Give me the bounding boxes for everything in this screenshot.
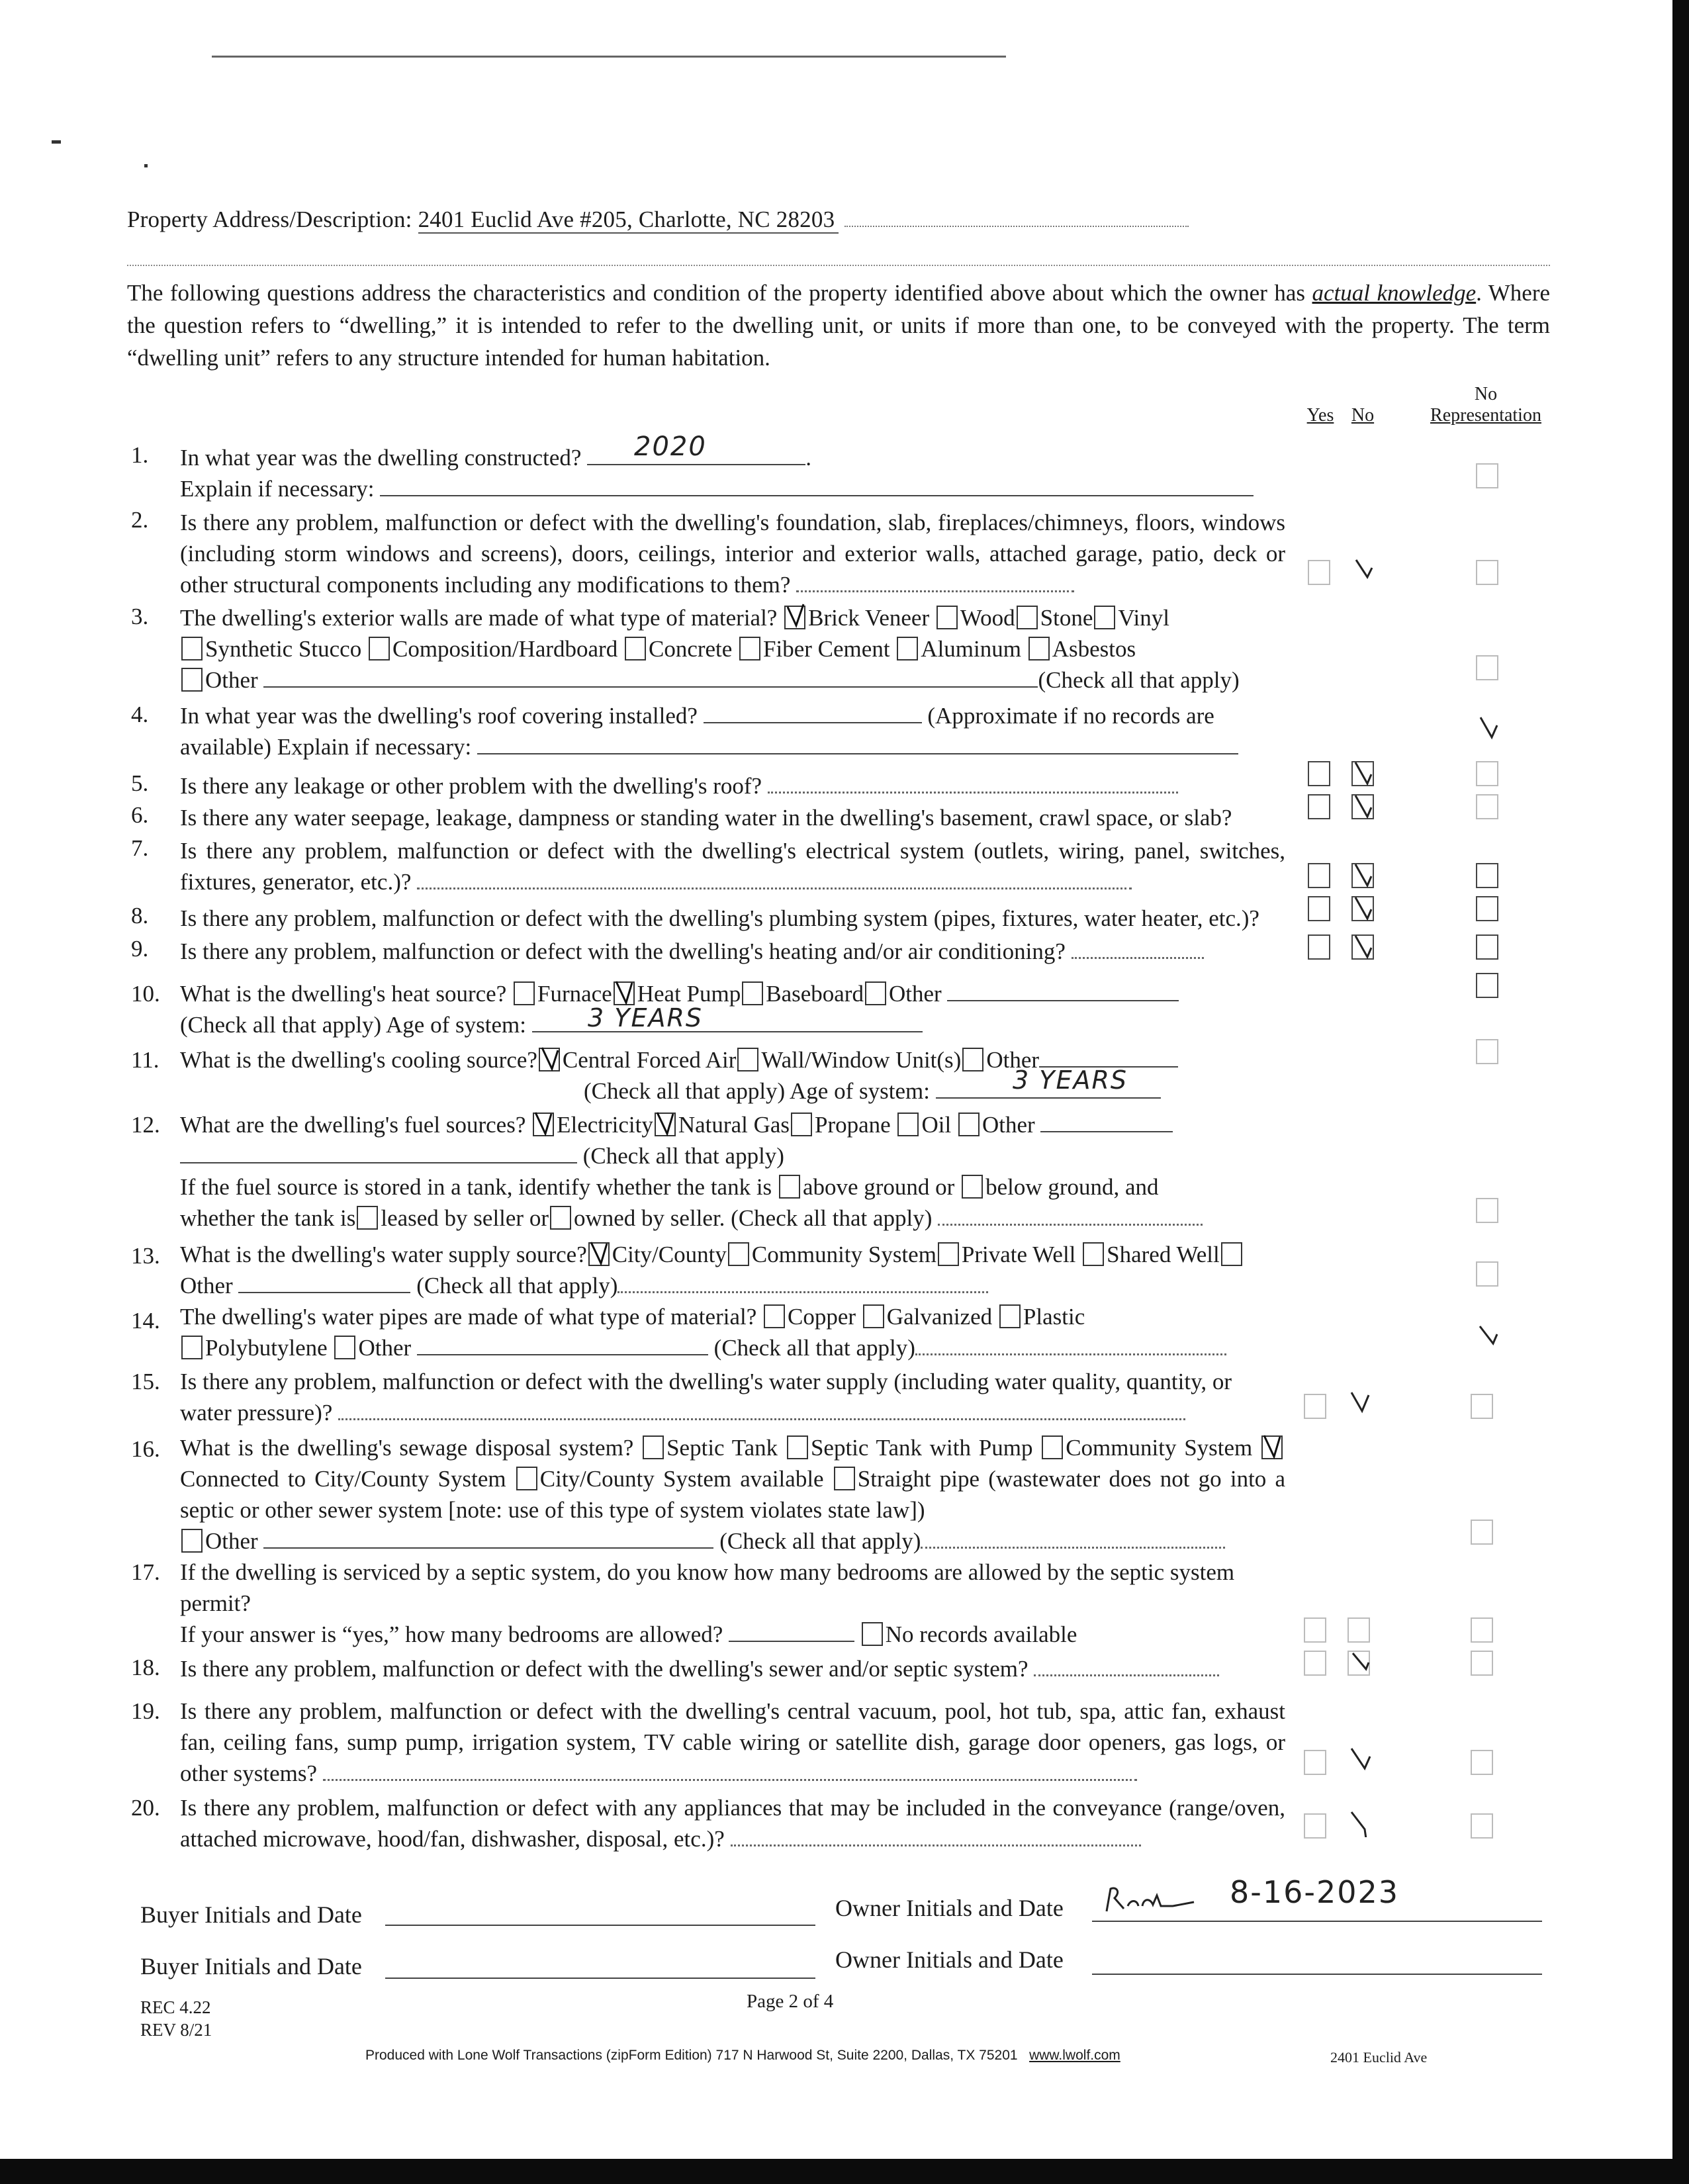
owner-initials-label-2: Owner Initials and Date xyxy=(835,1946,1064,1973)
q4-explain-field[interactable] xyxy=(477,733,1238,754)
q1-handwritten-year: 2020 xyxy=(634,432,707,462)
q7-norep-checkbox[interactable] xyxy=(1476,863,1498,888)
q14-norep-checkbox[interactable] xyxy=(1476,1324,1498,1349)
q14-question: The dwelling's water pipes are made of what type of material? xyxy=(180,1304,757,1330)
q5-number: 5. xyxy=(131,770,149,796)
q12-tank-below: below ground, and xyxy=(985,1174,1159,1200)
q4-year-field[interactable] xyxy=(704,702,922,723)
q8-text xyxy=(180,903,1285,934)
q12-question: What are the dwelling's fuel sources? xyxy=(180,1112,526,1138)
q19-norep-checkbox[interactable] xyxy=(1471,1750,1493,1775)
q2-norep-checkbox[interactable] xyxy=(1476,560,1498,585)
q9-text xyxy=(180,936,1285,967)
q14-opt-poly: Polybutylene xyxy=(205,1335,328,1361)
q13-well-checkbox[interactable] xyxy=(938,1242,959,1266)
property-address xyxy=(127,206,1189,233)
q5-norep-checkbox[interactable] xyxy=(1476,761,1498,786)
q3-fiber-checkbox[interactable] xyxy=(739,637,760,660)
q13-opt-other: Other xyxy=(180,1273,233,1298)
q18-number: 18. xyxy=(131,1655,160,1680)
q4-norep-checkbox[interactable] xyxy=(1476,716,1498,741)
q3-stucco-checkbox[interactable] xyxy=(181,637,203,660)
q3-other-field[interactable] xyxy=(263,666,1038,688)
q10-heatpump-checkbox[interactable] xyxy=(614,981,635,1005)
q14-opt-copper: Copper xyxy=(788,1304,856,1330)
q16-opt-septic: Septic Tank xyxy=(666,1435,778,1461)
q2-text xyxy=(180,507,1285,600)
q13-other-field[interactable] xyxy=(238,1272,410,1293)
q15-dots xyxy=(338,1418,1185,1420)
scan-speck xyxy=(52,140,61,144)
q13-opt-well: Private Well xyxy=(961,1242,1076,1267)
q15-yes-checkbox[interactable] xyxy=(1304,1394,1326,1419)
q20-norep-checkbox[interactable] xyxy=(1471,1813,1493,1839)
q4-text xyxy=(180,700,1285,762)
q12-tank-text2: whether the tank is xyxy=(180,1205,356,1231)
q3-opt-hardboard: Composition/Hardboard xyxy=(392,636,618,662)
q17-bedrooms-field[interactable] xyxy=(729,1621,854,1642)
q12-other-checkbox[interactable] xyxy=(958,1113,980,1136)
q12-other-field[interactable] xyxy=(1040,1111,1173,1132)
q3-check-all: (Check all that apply) xyxy=(1038,667,1240,693)
q14-plastic-checkbox[interactable] xyxy=(999,1304,1021,1328)
q15-text xyxy=(180,1366,1285,1428)
q15-number: 15. xyxy=(131,1369,160,1394)
q3-concrete-checkbox[interactable] xyxy=(625,637,646,660)
q10-question: What is the dwelling's heat source? xyxy=(180,981,507,1007)
q16-septic-checkbox[interactable] xyxy=(643,1435,664,1459)
q16-available-checkbox[interactable] xyxy=(516,1467,537,1490)
q6-yes-checkbox[interactable] xyxy=(1308,794,1330,819)
q10-baseboard-checkbox[interactable] xyxy=(742,981,763,1005)
q14-opt-other: Other xyxy=(358,1335,412,1361)
q3-number: 3. xyxy=(131,604,149,629)
q10-opt-furnace: Furnace xyxy=(537,981,612,1007)
q15-norep-checkbox[interactable] xyxy=(1471,1394,1493,1419)
q14-number: 14. xyxy=(131,1308,160,1334)
q16-opt-septicpump: Septic Tank with Pump xyxy=(810,1435,1033,1461)
q11-age-label: Age of system: xyxy=(790,1078,930,1104)
q19-text xyxy=(180,1696,1285,1789)
q18-no-checkbox[interactable] xyxy=(1347,1651,1370,1676)
q14-text xyxy=(180,1301,1285,1363)
q16-other-field[interactable] xyxy=(263,1527,713,1549)
q3-hardboard-checkbox[interactable] xyxy=(369,637,390,660)
q13-dots xyxy=(617,1291,988,1293)
q11-window-checkbox[interactable] xyxy=(737,1048,758,1071)
q9-dots xyxy=(1072,957,1204,959)
q16-question: What is the dwelling's sewage disposal system? xyxy=(180,1435,634,1461)
q3-opt-other: Other xyxy=(205,667,258,693)
q16-connected-checkbox[interactable] xyxy=(1261,1435,1283,1459)
q12-oil-checkbox[interactable] xyxy=(897,1113,919,1136)
q13-opt-shared: Shared Well xyxy=(1107,1242,1220,1267)
footer-url[interactable]: www.lwolf.com xyxy=(1029,2048,1120,2063)
q14-other-field[interactable] xyxy=(417,1334,708,1355)
q15-question: Is there any problem, malfunction or defect with the dwelling's water supply (including water quality, quantity, or water pressure)? xyxy=(180,1369,1232,1426)
q16-number: 16. xyxy=(131,1436,160,1462)
q17-yes-checkbox[interactable] xyxy=(1304,1617,1326,1643)
q8-no-checkbox[interactable] xyxy=(1351,896,1374,921)
q19-no-checkbox[interactable] xyxy=(1347,1747,1370,1772)
q17-sub: If your answer is “yes,” how many bedrooms are allowed? xyxy=(180,1621,723,1647)
q13-opt-community: Community System xyxy=(751,1242,936,1267)
q12-propane-checkbox[interactable] xyxy=(791,1113,812,1136)
scan-border-bottom xyxy=(0,2159,1689,2184)
q17-norep-checkbox[interactable] xyxy=(1471,1617,1493,1643)
q11-number: 11. xyxy=(131,1047,160,1073)
col-header-yes: Yes xyxy=(1306,405,1334,426)
q18-dots xyxy=(1034,1674,1219,1676)
buyer-initials-field-2[interactable] xyxy=(385,1976,815,1979)
q12-tank-text1: If the fuel source is stored in a tank, identify whether the tank is xyxy=(180,1174,772,1200)
q3-opt-aluminum: Aluminum xyxy=(921,636,1021,662)
q14-check-all: (Check all that apply) xyxy=(713,1335,915,1361)
q12-opt-oil: Oil xyxy=(921,1112,952,1138)
q10-norep-checkbox[interactable] xyxy=(1476,973,1498,998)
q7-number: 7. xyxy=(131,835,149,861)
owner-initials-field-2[interactable] xyxy=(1092,1972,1542,1975)
q20-yes-checkbox[interactable] xyxy=(1304,1813,1326,1839)
q17-no-checkbox[interactable] xyxy=(1347,1617,1370,1643)
q1-explain-label: Explain if necessary: xyxy=(180,476,375,502)
q19-yes-checkbox[interactable] xyxy=(1304,1750,1326,1775)
q11-other-field[interactable] xyxy=(1039,1046,1178,1068)
q14-opt-galvanized: Galvanized xyxy=(886,1304,993,1330)
q12-below-checkbox[interactable] xyxy=(962,1175,983,1199)
q9-question: Is there any problem, malfunction or defect with the dwelling's heating and/or air conditioning? xyxy=(180,938,1066,964)
q14-galvanized-checkbox[interactable] xyxy=(863,1304,884,1328)
q4-number: 4. xyxy=(131,702,149,727)
page-number: Page 2 of 4 xyxy=(747,1991,834,2012)
q18-question: Is there any problem, malfunction or defect with the dwelling's sewer and/or septic system? xyxy=(180,1656,1028,1682)
q12-opt-electricity: Electricity xyxy=(557,1112,653,1138)
q20-text xyxy=(180,1792,1285,1854)
q10-number: 10. xyxy=(131,981,160,1007)
buyer-initials-label-2: Buyer Initials and Date xyxy=(140,1953,362,1979)
q20-no-checkbox[interactable] xyxy=(1347,1811,1370,1836)
q8-question: Is there any problem, malfunction or defect with the dwelling's plumbing system (pipes, fixtures, water heater, etc.)? xyxy=(180,905,1259,931)
q12-electricity-checkbox[interactable] xyxy=(533,1113,554,1136)
q2-number: 2. xyxy=(131,507,149,533)
scan-border-right xyxy=(1672,0,1689,2184)
q20-number: 20. xyxy=(131,1795,160,1821)
property-address-value[interactable]: 2401 Euclid Ave #205, Charlotte, NC 28203 xyxy=(418,206,839,234)
q12-tank-leased: leased by seller or xyxy=(381,1205,549,1231)
property-address-label: Property Address/Description: xyxy=(127,206,412,232)
q18-text xyxy=(180,1653,1285,1684)
q19-dots xyxy=(323,1779,1137,1781)
q3-asbestos-checkbox[interactable] xyxy=(1028,637,1050,660)
q4-question: In what year was the dwelling's roof covering installed? xyxy=(180,703,698,729)
q3-aluminum-checkbox[interactable] xyxy=(897,637,918,660)
q2-dots xyxy=(796,590,1074,592)
q9-no-checkbox[interactable] xyxy=(1351,934,1374,960)
q6-question: Is there any water seepage, leakage, dampness or standing water in the dwelling's basement, crawl space, or slab? xyxy=(180,805,1232,831)
owner-initials-label-1: Owner Initials and Date xyxy=(835,1895,1064,1921)
q16-opt-straight: Straight pipe (wastewater does not go into a septic or other sewer system [note: use of this type of system violates state law]) xyxy=(180,1466,1286,1523)
q12-opt-propane: Propane xyxy=(815,1112,891,1138)
owner-initials-field-1[interactable] xyxy=(1092,1919,1542,1922)
q11-handwritten-age: 3 YEARS xyxy=(1013,1066,1128,1095)
q13-shared-checkbox[interactable] xyxy=(1083,1242,1104,1266)
q13-text xyxy=(180,1239,1285,1301)
q1-explain-field[interactable] xyxy=(380,475,1254,496)
q9-number: 9. xyxy=(131,936,149,962)
q10-opt-heatpump: Heat Pump xyxy=(637,981,741,1007)
q16-straight-checkbox[interactable] xyxy=(834,1467,855,1490)
q1-question: In what year was the dwelling constructed? xyxy=(180,445,582,471)
q12-other-field-2[interactable] xyxy=(180,1142,577,1163)
col-header-norep-2: Representation xyxy=(1430,405,1541,426)
q17-norecords-checkbox[interactable] xyxy=(862,1622,883,1646)
q11-central-checkbox[interactable] xyxy=(539,1048,560,1071)
form-rev-code: REV 8/21 xyxy=(140,2020,212,2040)
q5-dots xyxy=(768,792,1178,794)
q14-dots xyxy=(915,1353,1226,1355)
q3-opt-vinyl: Vinyl xyxy=(1118,605,1169,631)
q4-tail: (Approximate if no records are available) Explain if necessary: xyxy=(180,703,1214,760)
q12-text xyxy=(180,1109,1285,1234)
buyer-initials-field-1[interactable] xyxy=(385,1923,815,1926)
q12-opt-gas: Natural Gas xyxy=(678,1112,790,1138)
q10-opt-other: Other xyxy=(888,981,942,1007)
q14-other-checkbox[interactable] xyxy=(334,1336,355,1359)
q16-dots xyxy=(921,1547,1225,1549)
q5-yes-checkbox[interactable] xyxy=(1308,761,1330,786)
q16-other-checkbox[interactable] xyxy=(181,1529,203,1553)
q16-opt-available: City/County System available xyxy=(539,1466,824,1492)
header-separator xyxy=(127,265,1550,266)
q13-question: What is the dwelling's water supply source? xyxy=(180,1242,587,1267)
form-rec-code: REC 4.22 xyxy=(140,1997,211,2017)
q7-question: Is there any problem, malfunction or defect with the dwelling's electrical system (outlets, wiring, panel, switches, fixtures, generator, etc.)? xyxy=(180,838,1285,895)
q12-check-all: (Check all that apply) xyxy=(582,1143,784,1169)
q13-community-checkbox[interactable] xyxy=(728,1242,749,1266)
q8-number: 8. xyxy=(131,903,149,929)
q14-opt-plastic: Plastic xyxy=(1023,1304,1085,1330)
q3-opt-asbestos: Asbestos xyxy=(1052,636,1136,662)
q7-no-checkbox[interactable] xyxy=(1351,863,1374,888)
q12-number: 12. xyxy=(131,1112,160,1138)
q12-owned-checkbox[interactable] xyxy=(550,1206,571,1230)
q9-yes-checkbox[interactable] xyxy=(1308,934,1330,960)
q7-text xyxy=(180,835,1285,897)
q19-number: 19. xyxy=(131,1698,160,1724)
q2-yes-checkbox[interactable] xyxy=(1308,560,1330,585)
q6-number: 6. xyxy=(131,802,149,828)
footer-produced xyxy=(365,2048,1120,2064)
q3-opt-brick: Brick Veneer xyxy=(808,605,930,631)
q3-other-checkbox[interactable] xyxy=(181,668,203,692)
q5-text xyxy=(180,770,1285,801)
q16-opt-community: Community System xyxy=(1066,1435,1253,1461)
q6-no-checkbox[interactable] xyxy=(1351,794,1374,819)
q10-opt-baseboard: Baseboard xyxy=(766,981,864,1007)
col-header-no: No xyxy=(1351,405,1375,426)
q12-above-checkbox[interactable] xyxy=(779,1175,800,1199)
q11-opt-window: Wall/Window Unit(s) xyxy=(761,1047,962,1073)
q11-norep-checkbox[interactable] xyxy=(1476,1039,1498,1064)
q12-opt-other: Other xyxy=(981,1112,1035,1138)
intro-paragraph xyxy=(127,277,1550,374)
q3-stone-checkbox[interactable] xyxy=(1017,606,1038,629)
q3-opt-fiber: Fiber Cement xyxy=(763,636,890,662)
footer-produced-text: Produced with Lone Wolf Transactions (zipForm Edition) 717 N Harwood St, Suite 2200, Dallas, TX 75201 xyxy=(365,2048,1018,2063)
q17-no-records: No records available xyxy=(885,1621,1077,1647)
q8-yes-checkbox[interactable] xyxy=(1308,896,1330,921)
q1-text: In what year was the dwelling constructed? . Explain if necessary: xyxy=(180,442,1285,504)
q3-brick-checkbox[interactable] xyxy=(784,606,805,629)
col-header-norep-1: No xyxy=(1474,384,1498,404)
intro-text-1: The following questions address the characteristics and condition of the property identified above about which the owner has xyxy=(127,280,1305,306)
q3-wood-checkbox[interactable] xyxy=(936,606,958,629)
q3-opt-concrete: Concrete xyxy=(648,636,733,662)
q11-opt-other: Other xyxy=(986,1047,1040,1073)
q12-gas-checkbox[interactable] xyxy=(655,1113,676,1136)
q13-number: 13. xyxy=(131,1243,160,1269)
q11-question: What is the dwelling's cooling source? xyxy=(180,1047,537,1073)
q12-tank-owned: owned by seller. (Check all that apply) xyxy=(574,1205,933,1231)
q2-no-checkbox[interactable] xyxy=(1351,557,1374,582)
q3-text xyxy=(180,602,1292,696)
q20-question: Is there any problem, malfunction or defect with any appliances that may be included in the conveyance (range/oven, attached microwave, hood/fan, dishwasher, disposal, etc.)? xyxy=(180,1795,1285,1852)
q12-norep-checkbox[interactable] xyxy=(1476,1198,1498,1223)
q16-opt-other: Other xyxy=(205,1528,258,1554)
q8-norep-checkbox[interactable] xyxy=(1476,896,1498,921)
q9-norep-checkbox[interactable] xyxy=(1476,934,1498,960)
q12-leased-checkbox[interactable] xyxy=(357,1206,378,1230)
q11-opt-central: Central Forced Air xyxy=(562,1047,737,1073)
q10-other-field[interactable] xyxy=(947,980,1179,1001)
q20-dots xyxy=(731,1844,1141,1846)
q10-text xyxy=(180,978,1285,1040)
intro-actual-knowledge: actual knowledge xyxy=(1312,280,1477,306)
q11-check-all: (Check all that apply) xyxy=(584,1078,786,1104)
q14-copper-checkbox[interactable] xyxy=(764,1304,785,1328)
q3-opt-stucco: Synthetic Stucco xyxy=(205,636,362,662)
q10-furnace-checkbox[interactable] xyxy=(514,981,535,1005)
q16-opt-connected: Connected to City/County System xyxy=(180,1466,506,1492)
q10-check-all: (Check all that apply) xyxy=(180,1012,382,1038)
q7-dots xyxy=(417,887,1132,889)
owner-initials-date: 8-16-2023 xyxy=(1230,1874,1400,1910)
q3-vinyl-checkbox[interactable] xyxy=(1094,606,1115,629)
q19-question: Is there any problem, malfunction or defect with the dwelling's central vacuum, pool, hot tub, spa, attic fan, exhaust fan, ceiling fans, sump pump, irrigation system, TV cable wiring or satellite dish, garage door openers, gas logs, or other systems? xyxy=(180,1698,1285,1786)
q1-number: 1. xyxy=(131,442,149,468)
q13-norep-checkbox[interactable] xyxy=(1476,1261,1498,1287)
q17-text xyxy=(180,1557,1285,1650)
q13-city-checkbox[interactable] xyxy=(588,1242,610,1266)
q10-other-checkbox[interactable] xyxy=(865,981,886,1005)
q16-community-checkbox[interactable] xyxy=(1042,1435,1063,1459)
q17-number: 17. xyxy=(131,1559,160,1585)
q16-check-all: (Check all that apply) xyxy=(719,1528,921,1554)
q11-other-checkbox[interactable] xyxy=(962,1048,983,1071)
q18-norep-checkbox[interactable] xyxy=(1471,1651,1493,1676)
q10-age-label: Age of system: xyxy=(386,1012,526,1038)
q15-no-checkbox[interactable] xyxy=(1347,1391,1370,1416)
q16-norep-checkbox[interactable] xyxy=(1471,1520,1493,1545)
q12-dots xyxy=(938,1224,1203,1226)
q12-tank-above: above ground or xyxy=(802,1174,955,1200)
owner-initials-scrawl xyxy=(1101,1880,1207,1919)
q3-opt-stone: Stone xyxy=(1040,605,1093,631)
q16-septicpump-checkbox[interactable] xyxy=(787,1435,808,1459)
q13-other-checkbox[interactable] xyxy=(1221,1242,1242,1266)
q6-norep-checkbox[interactable] xyxy=(1476,794,1498,819)
footer-file-name: 2401 Euclid Ave xyxy=(1330,2049,1428,2066)
intro-text-2: . Where the question refers to “dwelling,” it is intended to refer to the dwelling unit, or units if more than one, to be conveyed with the property. The term “dwelling unit” refers to any structure intended for human habitation. xyxy=(127,280,1551,371)
q1-norep-checkbox[interactable] xyxy=(1476,463,1498,488)
q3-norep-checkbox[interactable] xyxy=(1476,655,1498,680)
q7-yes-checkbox[interactable] xyxy=(1308,863,1330,888)
buyer-initials-label-1: Buyer Initials and Date xyxy=(140,1901,362,1928)
q13-opt-city: City/County xyxy=(612,1242,727,1267)
q5-question: Is there any leakage or other problem with the dwelling's roof? xyxy=(180,773,762,799)
q6-text xyxy=(180,802,1285,833)
q2-question: Is there any problem, malfunction or defect with the dwelling's foundation, slab, fireplaces/chimneys, floors, windows (including storm windows and screens), doors, ceilings, interior and exterior walls, attached garage, patio, deck or other structural components including any modifications to them? xyxy=(180,510,1285,598)
address-dotted-line xyxy=(844,226,1189,227)
q3-opt-wood: Wood xyxy=(960,605,1015,631)
top-scan-line xyxy=(212,56,1006,58)
q17-question: If the dwelling is serviced by a septic system, do you know how many bedrooms are allowed by the septic system permit? xyxy=(180,1559,1235,1616)
q13-check-all: (Check all that apply) xyxy=(416,1273,618,1298)
q18-yes-checkbox[interactable] xyxy=(1304,1651,1326,1676)
q16-text xyxy=(180,1432,1285,1557)
q5-no-checkbox[interactable] xyxy=(1351,761,1374,786)
q3-question: The dwelling's exterior walls are made of what type of material? xyxy=(180,605,778,631)
q10-handwritten-age: 3 YEARS xyxy=(588,1003,703,1032)
scan-speck xyxy=(144,164,148,167)
q14-poly-checkbox[interactable] xyxy=(181,1336,203,1359)
